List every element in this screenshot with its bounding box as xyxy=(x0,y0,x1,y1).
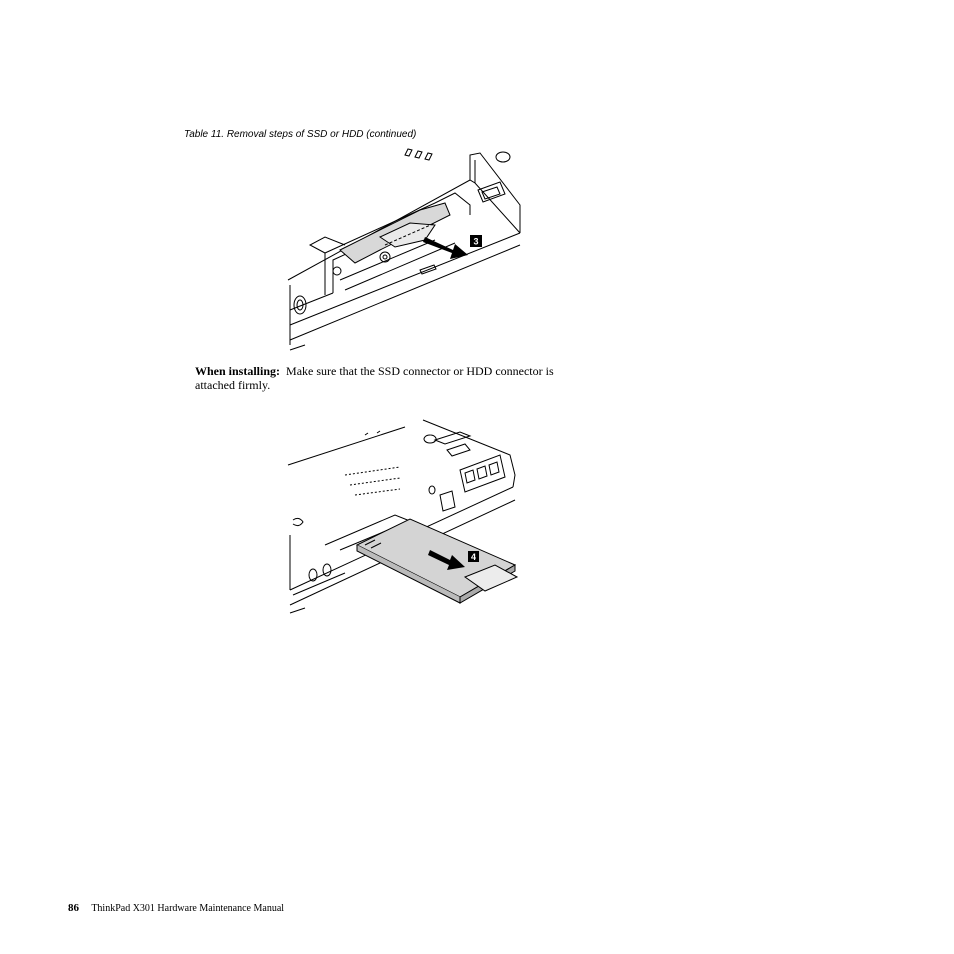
ssd-drive-icon xyxy=(357,519,517,603)
page-footer xyxy=(68,902,284,914)
callout-step-4: 4 xyxy=(470,552,477,562)
connector-removal-figure xyxy=(285,145,525,355)
removal-arrow-icon xyxy=(423,237,468,259)
installation-note xyxy=(195,364,585,392)
note-label: When installing: xyxy=(195,364,281,378)
table-caption: Table 11. Removal steps of SSD or HDD (continued) xyxy=(184,129,417,140)
callout-step-3: 3 xyxy=(473,236,479,247)
note-text: Make sure that the SSD connector or HDD connector is attached firmly. xyxy=(195,364,554,392)
manual-title: ThinkPad X301 Hardware Maintenance Manual xyxy=(91,903,285,914)
page-number: 86 xyxy=(68,902,79,914)
ssd-removal-figure xyxy=(285,415,525,615)
